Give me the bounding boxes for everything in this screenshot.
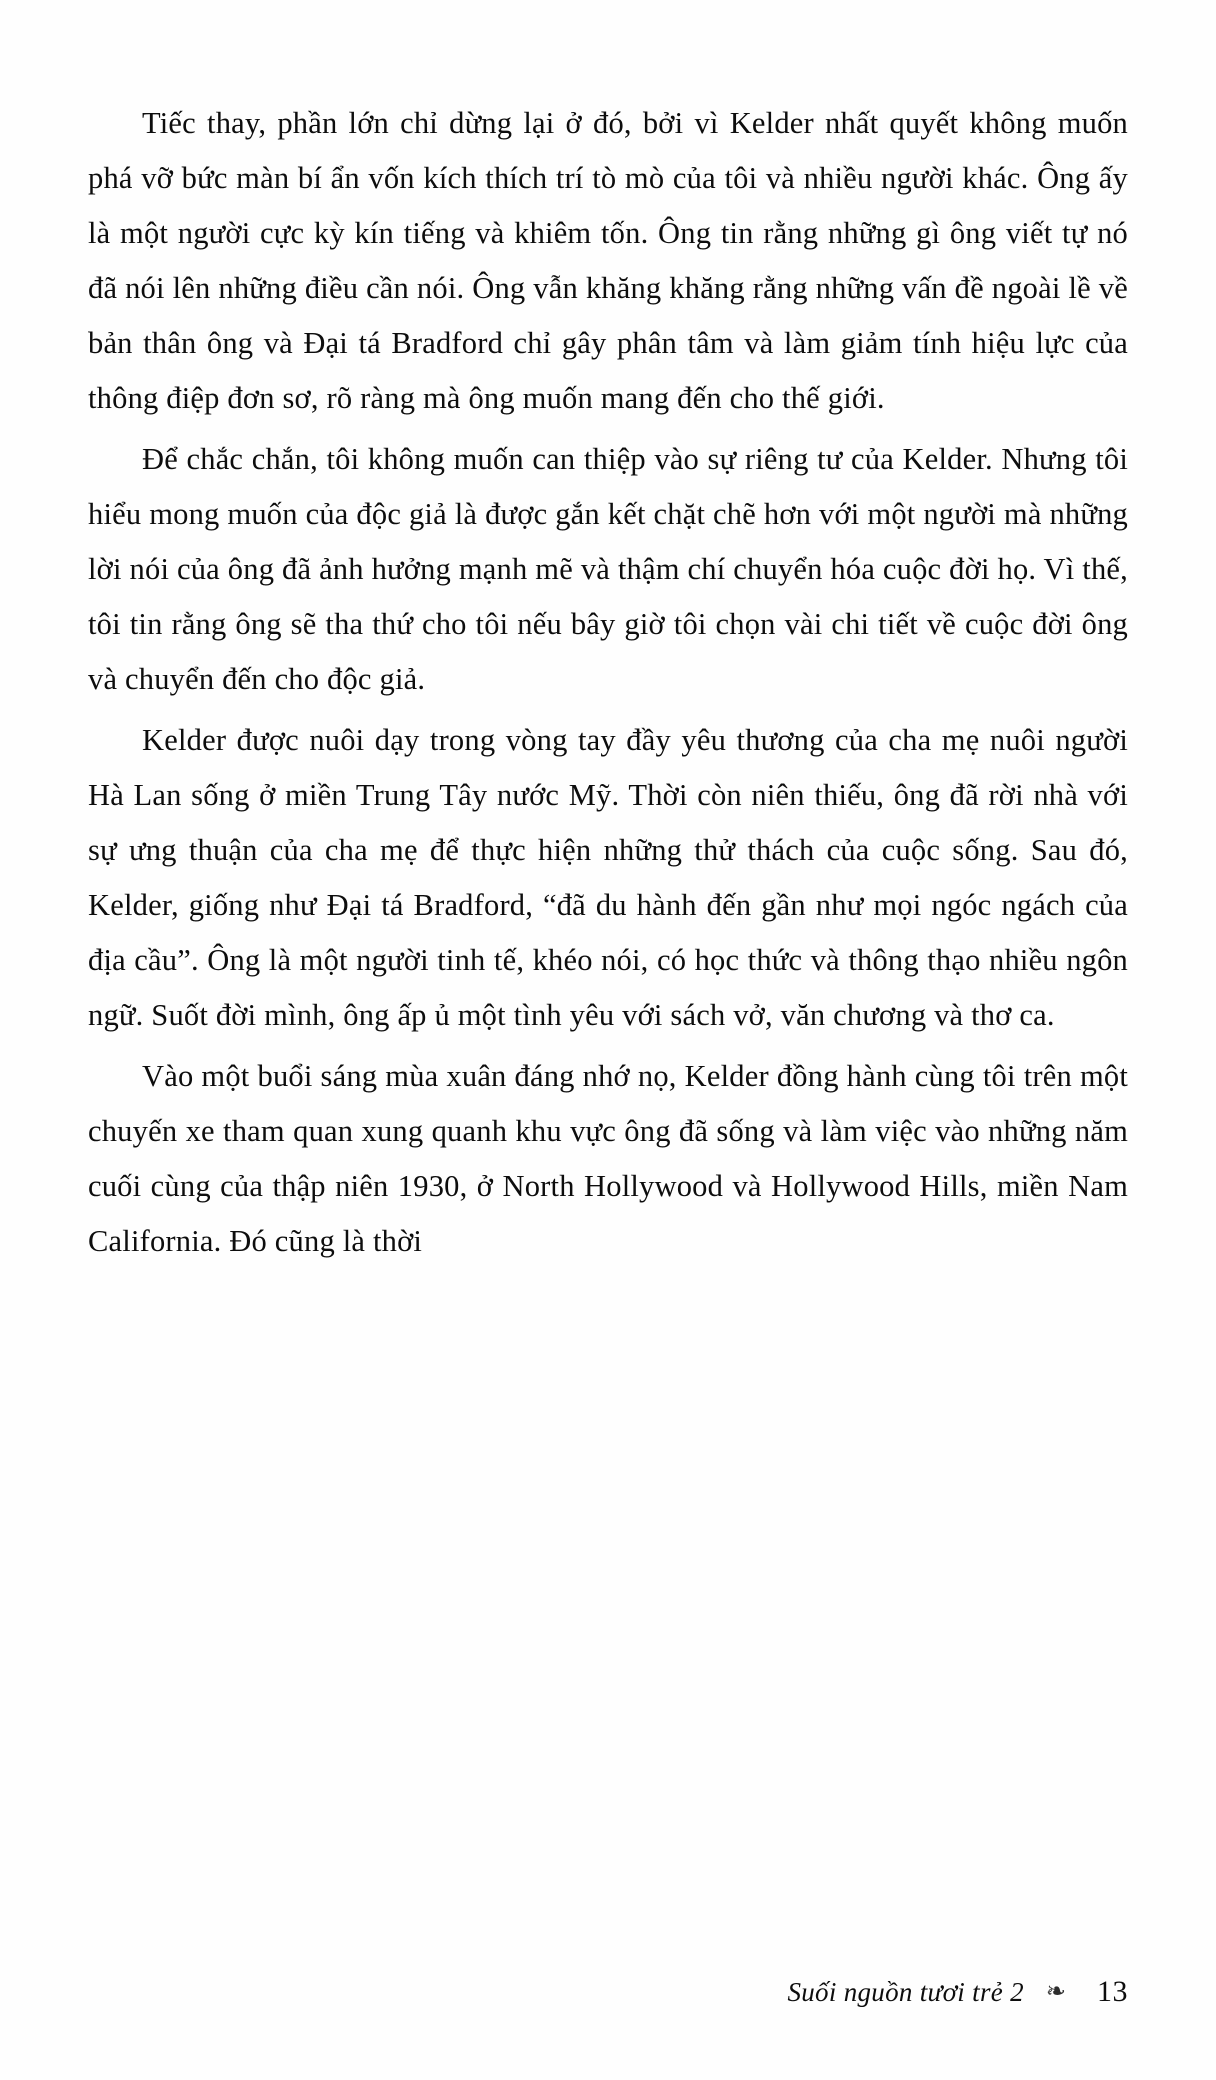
page-number: 13 <box>1097 1975 1128 2008</box>
paragraph: Vào một buổi sáng mùa xuân đáng nhớ nọ, Kelder đồng hành cùng tôi trên một chuyến xe tham quan xung quanh khu vực ông đã sống và làm việc vào những năm cuối cùng của thập niên 1930, ở North Hollywood và Hollywood Hills, miền Nam California. Đó cũng là thời <box>88 1059 1128 1258</box>
footer-book-title: Suối nguồn tươi trẻ 2 <box>787 1977 1024 2007</box>
paragraph: Tiếc thay, phần lớn chỉ dừng lại ở đó, bởi vì Kelder nhất quyết không muốn phá vỡ bức màn bí ẩn vốn kích thích trí tò mò của tôi và nhiều người khác. Ông ấy là một người cực kỳ kín tiếng và khiêm tốn. Ông tin rằng những gì ông viết tự nó đã nói lên những điều cần nói. Ông vẫn khăng khăng rằng những vấn đề ngoài lề về bản thân ông và Đại tá Bradford chỉ gây phân tâm và làm giảm tính hiệu lực của thông điệp đơn sơ, rõ ràng mà ông muốn mang đến cho thế giới. <box>88 106 1128 415</box>
floral-ornament-icon: ❧ <box>1045 1979 1066 2005</box>
paragraph: Kelder được nuôi dạy trong vòng tay đầy yêu thương của cha mẹ nuôi người Hà Lan sống ở miền Trung Tây nước Mỹ. Thời còn niên thiếu, ông đã rời nhà với sự ưng thuận của cha mẹ để thực hiện những thử thách của cuộc sống. Sau đó, Kelder, giống như Đại tá Bradford, “đã du hành đến gần như mọi ngóc ngách của địa cầu”. Ông là một người tinh tế, khéo nói, có học thức và thông thạo nhiều ngôn ngữ. Suốt đời mình, ông ấp ủ một tình yêu với sách vở, văn chương và thơ ca. <box>88 723 1128 1032</box>
page-body-text <box>88 96 1128 1275</box>
page-footer <box>88 1975 1128 2009</box>
paragraph: Để chắc chắn, tôi không muốn can thiệp vào sự riêng tư của Kelder. Nhưng tôi hiểu mong muốn của độc giả là được gắn kết chặt chẽ hơn với một người mà những lời nói của ông đã ảnh hưởng mạnh mẽ và thậm chí chuyển hóa cuộc đời họ. Vì thế, tôi tin rằng ông sẽ tha thứ cho tôi nếu bây giờ tôi chọn vài chi tiết về cuộc đời ông và chuyển đến cho độc giả. <box>88 442 1128 696</box>
